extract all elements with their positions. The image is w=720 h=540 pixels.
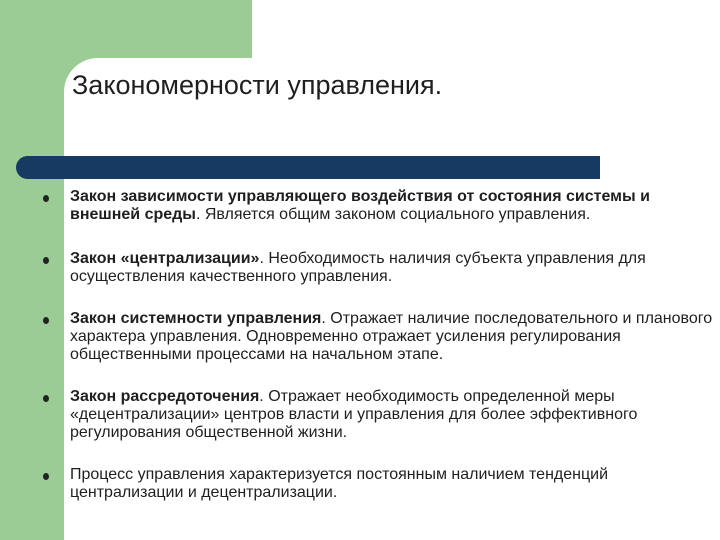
bullet-plain-text: . Необходимость наличия субъекта управления для осуществления качественного управления. (70, 250, 646, 285)
title-divider-bar (16, 156, 600, 179)
bullet-text (70, 466, 715, 502)
bullet-text (70, 250, 715, 286)
bullet-dot-icon (43, 395, 49, 402)
bullet-text (70, 388, 715, 442)
bullet-dot-icon (43, 257, 49, 264)
bullet-text (70, 310, 715, 364)
bullet-plain-text: . Отражает наличие последовательного и планового характера управления. Одновременно отражает усиления регулирования общественными процессами на начальном этапе. (70, 310, 713, 363)
bullet-bold-text: Закон системности управления (70, 310, 322, 327)
bullet-dot-icon (43, 317, 49, 324)
bullet-bold-text: Закон рассредоточения (70, 388, 260, 405)
bullet-text (70, 188, 715, 224)
slide-title: Закономерности управления. (72, 70, 443, 100)
bullet-plain-text: . Отражает необходимость определенной меры «децентрализации» центров власти и управления для более эффективного регулирования общественной жизни. (70, 388, 638, 441)
bullet-plain-text: . Является общим законом социального управления. (195, 206, 591, 223)
bullet-plain-text: Процесс управления характеризуется постоянным наличием тенденций централизации и децентрализации. (70, 466, 609, 501)
bullet-dot-icon (43, 473, 49, 480)
bullet-bold-text: Закон «централизации» (70, 250, 260, 267)
bullet-dot-icon (43, 195, 49, 202)
bullet-bold-text: Закон зависимости управляющего воздействия от состояния системы и внешней среды (70, 188, 650, 223)
